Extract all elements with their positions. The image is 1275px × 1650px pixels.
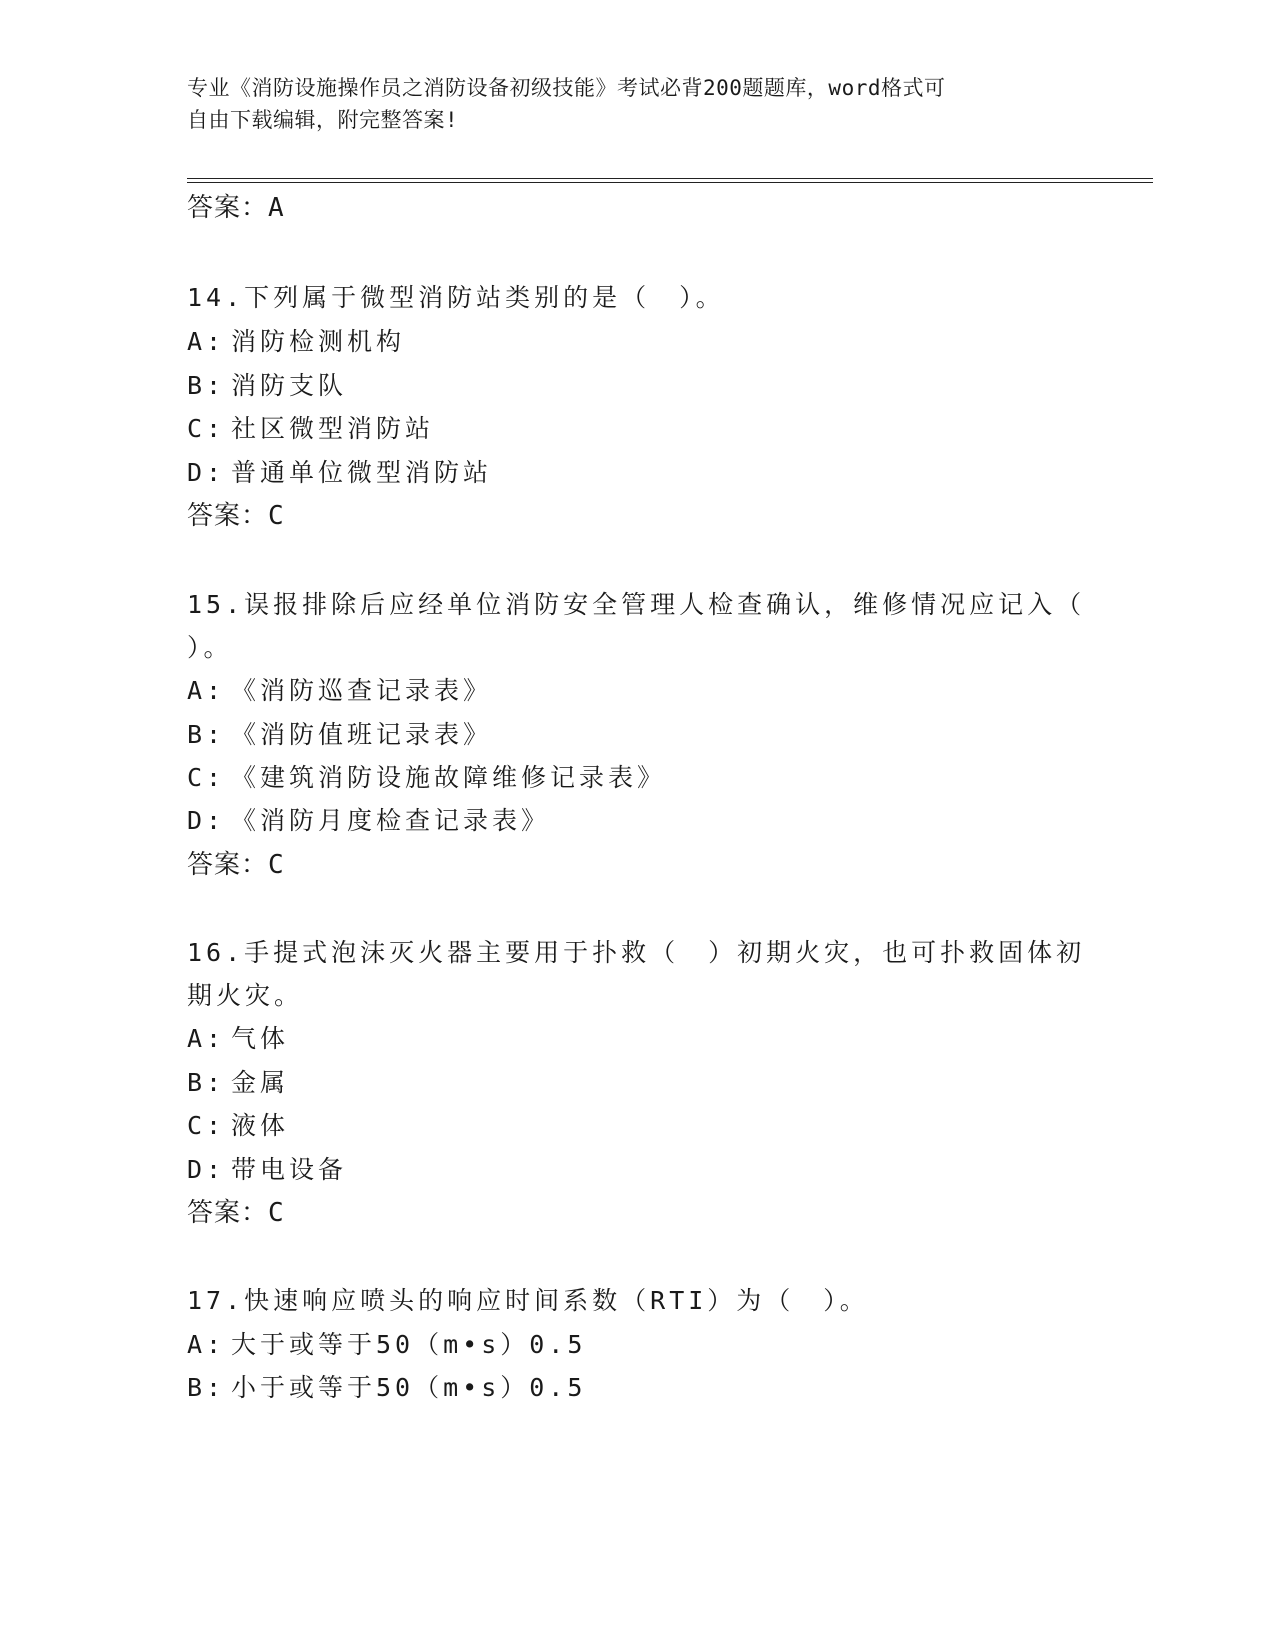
answer-line xyxy=(187,192,285,224)
option-text: 大于或等于50（m•s）0.5 xyxy=(231,1330,587,1359)
question-text: 14.下列属于微型消防站类别的是（ ）。 xyxy=(187,283,725,312)
option-b xyxy=(187,1372,586,1404)
question-text: 17.快速响应喷头的响应时间系数（RTI）为（ ）。 xyxy=(187,1286,869,1315)
option-letter: C: xyxy=(187,414,226,443)
header-divider-bottom xyxy=(187,182,1153,183)
option-a xyxy=(187,326,405,358)
answer-label: 答案： xyxy=(187,501,269,531)
option-text: 《消防巡查记录表》 xyxy=(231,676,493,705)
answer-label: 答案： xyxy=(187,850,269,880)
header-line-1: 专业《消防设施操作员之消防设备初级技能》考试必背200题题库，word格式可 xyxy=(187,76,946,100)
option-text: 《消防月度检查记录表》 xyxy=(231,806,551,835)
option-letter: D: xyxy=(187,1155,226,1184)
option-letter: D: xyxy=(187,458,226,487)
header-line-2: 自由下载编辑，附完整答案! xyxy=(187,108,459,132)
option-c xyxy=(187,762,666,794)
option-text: 金属 xyxy=(231,1068,290,1097)
option-letter: A: xyxy=(187,1330,226,1359)
option-text: 《消防值班记录表》 xyxy=(231,720,493,749)
option-b xyxy=(187,1067,289,1099)
option-text: 消防支队 xyxy=(231,371,348,400)
option-d xyxy=(187,1154,347,1186)
option-b xyxy=(187,370,347,402)
option-a xyxy=(187,1023,289,1055)
option-text: 小于或等于50（m•s）0.5 xyxy=(231,1373,587,1402)
answer-line xyxy=(187,1197,285,1229)
question-text-continued: ）。 xyxy=(187,633,233,662)
answer-label: 答案： xyxy=(187,1198,269,1228)
option-text: 社区微型消防站 xyxy=(231,414,435,443)
answer-line xyxy=(187,849,285,881)
answer-value: C xyxy=(268,850,285,880)
option-c xyxy=(187,1110,289,1142)
answer-value: A xyxy=(268,193,285,223)
document-header xyxy=(187,72,1067,136)
option-d xyxy=(187,457,492,489)
option-a xyxy=(187,675,492,707)
option-a xyxy=(187,1329,586,1361)
option-d xyxy=(187,805,550,837)
answer-value: C xyxy=(268,1198,285,1228)
option-text: 气体 xyxy=(231,1024,290,1053)
option-text: 消防检测机构 xyxy=(231,327,406,356)
question-text: 16.手提式泡沫灭火器主要用于扑救（ ）初期火灾，也可扑救固体初 xyxy=(187,938,1086,967)
option-letter: C: xyxy=(187,763,226,792)
question-text-continued: 期火灾。 xyxy=(187,981,304,1010)
option-text: 带电设备 xyxy=(231,1155,348,1184)
option-letter: A: xyxy=(187,327,226,356)
option-letter: B: xyxy=(187,720,226,749)
answer-line xyxy=(187,500,285,532)
option-c xyxy=(187,413,434,445)
option-letter: A: xyxy=(187,676,226,705)
option-letter: B: xyxy=(187,1068,226,1097)
option-letter: B: xyxy=(187,1373,226,1402)
option-letter: D: xyxy=(187,806,226,835)
answer-value: C xyxy=(268,501,285,531)
option-text: 普通单位微型消防站 xyxy=(231,458,493,487)
option-text: 《建筑消防设施故障维修记录表》 xyxy=(231,763,667,792)
option-letter: C: xyxy=(187,1111,226,1140)
question-text: 15.误报排除后应经单位消防安全管理人检查确认，维修情况应记入（ xyxy=(187,590,1086,619)
option-letter: B: xyxy=(187,371,226,400)
option-letter: A: xyxy=(187,1024,226,1053)
answer-label: 答案： xyxy=(187,193,269,223)
option-b xyxy=(187,719,492,751)
option-text: 液体 xyxy=(231,1111,290,1140)
header-divider-top xyxy=(187,178,1153,179)
